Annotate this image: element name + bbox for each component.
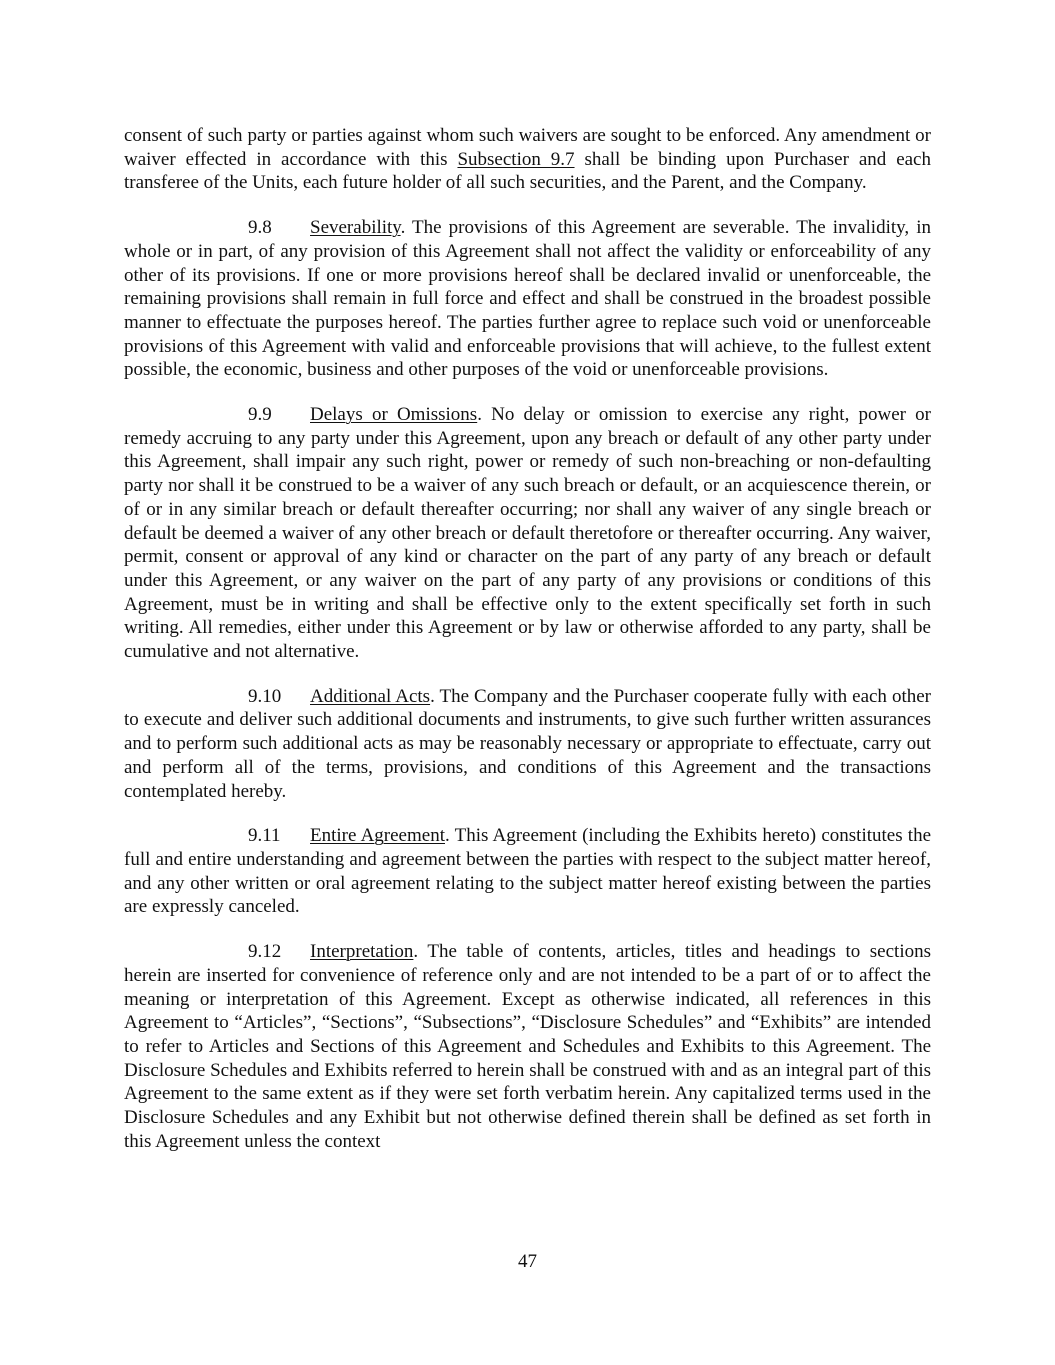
section-number: 9.12	[248, 941, 282, 963]
carryover-text-after: shall be binding upon Purchaser and each transferee of the Units, each future holder of all such securities, and the Parent, and the Company.	[124, 148, 931, 194]
section-heading: Severability	[310, 217, 401, 239]
section-body: . The table of contents, articles, titles and headings to sections herein are inserted for convenience of reference only and are not intended to be a part of or to affect the meaning or interpretation of this Agreement. Except as otherwise indicated, all references in this Agreement to “Articles”, “Sections”, “Subsections”, “Disclosure Schedules” and “Exhibits” are intended to refer to Articles and Sections of this Agreement and Schedules and Exhibits to this Agreement. The Disclosure Schedules and Exhibits referred to herein shall be construed with and as an integral part of this Agreement to the same extent as if they were set forth verbatim herein. Any capitalized terms used in the Disclosure Schedules and any Exhibit but not otherwise defined therein shall be defined as set forth in this Agreement unless the context	[124, 941, 931, 1152]
carryover-paragraph	[124, 124, 931, 195]
section-9-12	[124, 940, 931, 1153]
section-body: . The Company and the Purchaser cooperate fully with each other to execute and deliver such additional documents and instruments, to give such further written assurances and to perform such additional acts as may be reasonably necessary or appropriate to effectuate, carry out and perform all of the terms, provisions, and conditions of this Agreement and the transactions contemplated hereby.	[124, 685, 931, 802]
section-body: . No delay or omission to exercise any right, power or remedy accruing to any party under this Agreement, upon any breach or default of any other party under this Agreement, shall impair any such right, power or remedy of such non-breaching or non-defaulting party nor shall it be construed to be a waiver of any such breach or default, or an acquiescence therein, or of or in any similar breach or default thereafter occurring; nor shall any waiver of any single breach or default be deemed a waiver of any other breach or default theretofore or thereafter occurring. Any waiver, permit, consent or approval of any kind or character on the part of any party of any breach or default under this Agreement, or any waiver on the part of any party of any provisions or conditions of this Agreement, must be in writing and shall be effective only to the extent specifically set forth in such writing. All remedies, either under this Agreement or by law or otherwise afforded to any party, shall be cumulative and not alternative.	[124, 404, 931, 663]
section-number: 9.10	[248, 685, 282, 707]
document-page	[124, 124, 931, 1174]
section-heading: Additional Acts	[310, 685, 431, 707]
section-number: 9.8	[248, 217, 272, 239]
section-body: . This Agreement (including the Exhibits hereto) constitutes the full and entire understanding and agreement between the parties with respect to the subject matter hereof, and any other written or oral agreement relating to the subject matter hereof existing between the parties are expressly canceled.	[124, 825, 932, 918]
section-number: 9.11	[248, 825, 281, 847]
page-number: 47	[518, 1251, 537, 1272]
section-9-11	[124, 824, 931, 919]
section-heading: Delays or Omissions	[310, 404, 478, 426]
section-heading: Entire Agreement	[310, 825, 445, 847]
carryover-text-before: consent of such party or parties against whom such waivers are sought to be enforced. Any amendment or waiver effected in accordance with this	[124, 125, 931, 170]
section-9-9	[124, 403, 931, 664]
section-body: . The provisions of this Agreement are severable. The invalidity, in whole or in part, of any provision of this Agreement shall not affect the validity or enforceability of any other of its provisions. If one or more provisions hereof shall be declared invalid or unenforceable, the remaining provisions shall remain in full force and effect and shall be construed in the broadest possible manner to effectuate the purposes hereof. The parties further agree to replace such void or unenforceable provisions of this Agreement with valid and enforceable provisions that will achieve, to the fullest extent possible, the economic, business and other purposes of the void or unenforceable provisions.	[124, 217, 931, 381]
section-9-8	[124, 216, 931, 382]
section-number: 9.9	[248, 404, 272, 426]
section-9-10	[124, 685, 931, 804]
section-heading: Interpretation	[310, 941, 414, 963]
subsection-reference: Subsection 9.7	[457, 148, 575, 170]
